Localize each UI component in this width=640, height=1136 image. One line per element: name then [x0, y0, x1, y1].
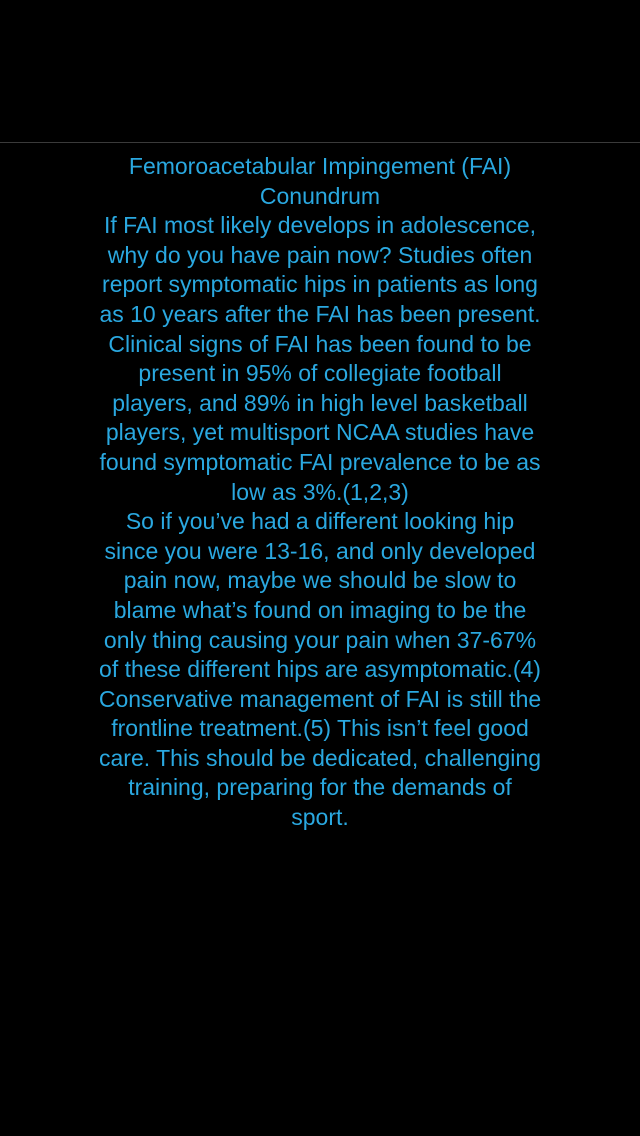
paragraph-1	[60, 211, 580, 329]
text-line: why do you have pain now? Studies often	[107, 241, 533, 268]
text-line: pain now, maybe we should be slow to	[123, 567, 517, 594]
top-divider	[0, 142, 640, 143]
post-text	[0, 152, 640, 833]
text-line: present in 95% of collegiate football	[138, 360, 502, 387]
text-line: Conservative management of FAI is still the	[98, 685, 542, 712]
text-line: as 10 years after the FAI has been present.	[99, 300, 541, 327]
text-line: frontline treatment.(5) This isn’t feel good	[111, 715, 529, 742]
text-line: So if you’ve had a different looking hip	[125, 508, 515, 535]
title-line: Conundrum	[259, 182, 381, 209]
paragraph-4	[60, 685, 580, 833]
text-line: since you were 13-16, and only developed	[104, 537, 536, 564]
text-line: blame what’s found on imaging to be the	[113, 596, 527, 623]
text-line: low as 3%.(1,2,3)	[231, 478, 409, 505]
text-line: training, preparing for the demands of	[128, 774, 512, 801]
text-line: If FAI most likely develops in adolescence,	[103, 212, 537, 239]
text-line: of these different hips are asymptomatic.(4)	[99, 656, 541, 683]
paragraph-2	[60, 330, 580, 508]
text-line: only thing causing your pain when 37-67%	[103, 626, 537, 653]
text-line: found symptomatic FAI prevalence to be as	[99, 448, 541, 475]
post-title	[60, 152, 580, 211]
text-line: report symptomatic hips in patients as long	[102, 271, 538, 298]
text-line: sport.	[291, 804, 349, 831]
text-line: care. This should be dedicated, challenging	[99, 744, 541, 771]
text-line: players, and 89% in high level basketball	[112, 389, 528, 416]
text-line: Clinical signs of FAI has been found to be	[108, 330, 532, 357]
text-line: players, yet multisport NCAA studies have	[105, 419, 535, 446]
title-line: Femoroacetabular Impingement (FAI)	[128, 153, 512, 179]
paragraph-3	[60, 507, 580, 685]
